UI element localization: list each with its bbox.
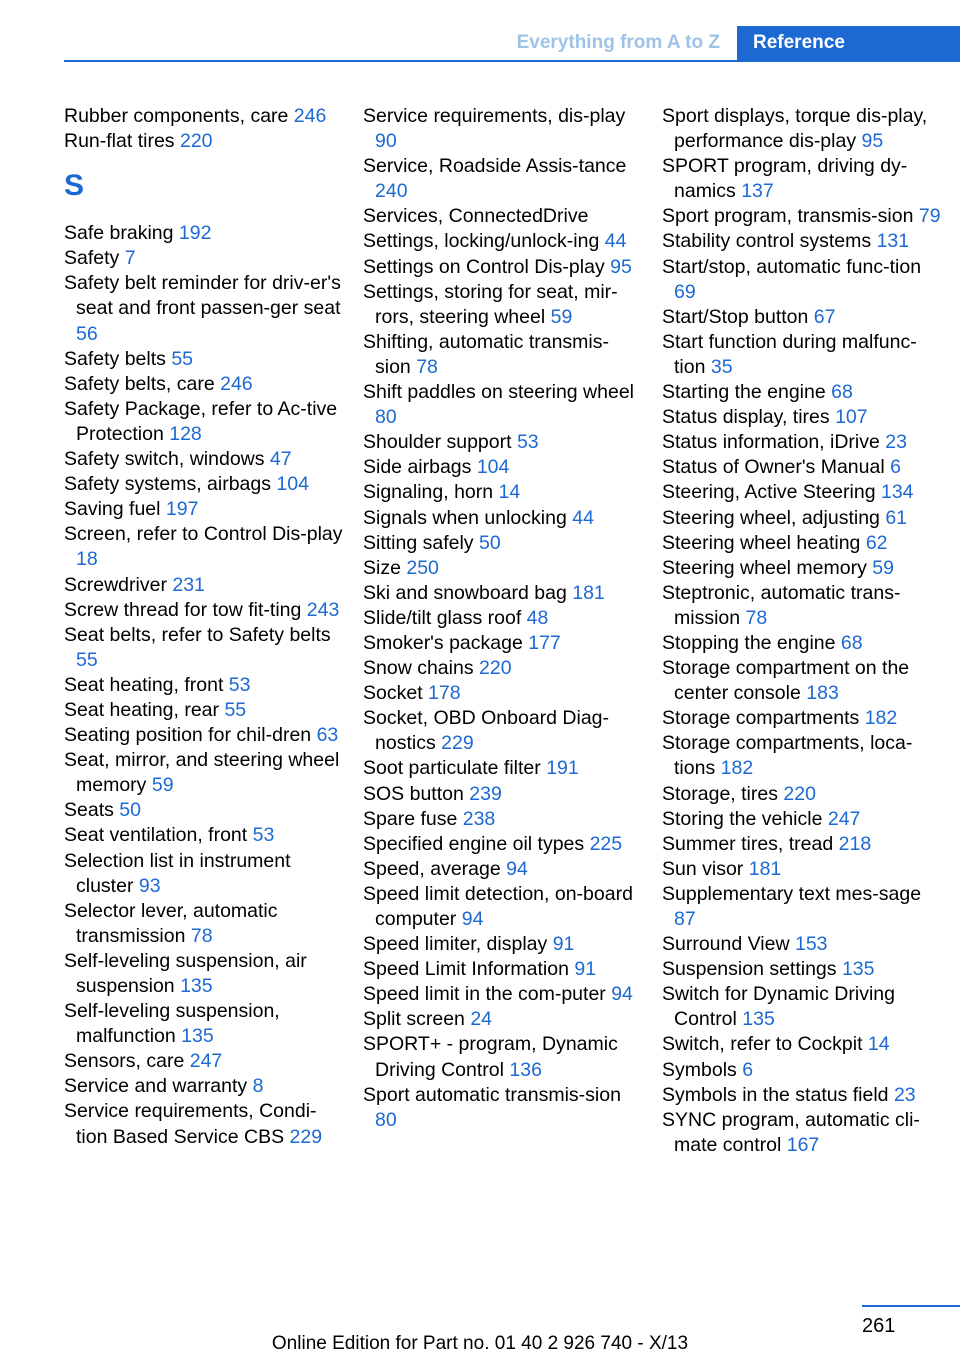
index-entry <box>662 330 942 380</box>
index-entry-term: Spare fuse <box>363 807 458 830</box>
index-entry <box>662 1032 942 1057</box>
index-entry <box>363 380 643 430</box>
index-entry <box>64 823 344 848</box>
index-page-link[interactable]: 80 <box>375 406 397 429</box>
index-entry <box>64 129 344 154</box>
index-entry <box>363 882 643 932</box>
index-entry <box>662 1083 942 1108</box>
index-entry-term: Socket <box>363 682 423 705</box>
index-page-link[interactable]: 91 <box>574 958 597 981</box>
index-column-1 <box>64 104 344 1150</box>
index-entry-term: Seats <box>64 799 114 822</box>
index-entry-term: Signaling, horn <box>363 481 494 504</box>
index-page-link[interactable]: 220 <box>179 130 213 153</box>
index-entry <box>363 706 643 756</box>
index-entry-term: Safe braking <box>64 222 174 245</box>
index-entry-term: Sitting safely <box>363 531 474 554</box>
index-entry <box>363 982 643 1007</box>
index-entry-term: Soot particulate filter <box>363 757 541 780</box>
index-entry <box>64 849 344 899</box>
index-page-link[interactable]: 192 <box>178 222 212 245</box>
index-page-link[interactable]: 225 <box>589 832 623 855</box>
index-page-link[interactable]: 246 <box>293 105 327 127</box>
index-entry <box>64 798 344 823</box>
index-entry-term: SOS button <box>363 782 464 805</box>
index-entry-term: Safety belt reminder for driv‐er's seat and front passen‐ger seat <box>64 272 341 320</box>
index-entry <box>64 623 344 673</box>
index-entry-term: Settings, locking/unlock‐ing <box>363 230 600 253</box>
index-page-link[interactable]: 178 <box>428 682 461 705</box>
index-entry <box>64 497 344 522</box>
index-entry-term: Snow chains <box>363 657 474 680</box>
index-entry-term: Screw thread for tow fit‐ting <box>64 598 302 621</box>
index-entry-term: SPORT program, driving dy‐namics <box>662 155 908 203</box>
index-page-link[interactable]: 246 <box>220 372 253 395</box>
index-entry <box>363 832 643 857</box>
index-entry <box>64 999 344 1049</box>
index-entry-term: Safety belts <box>64 347 166 370</box>
index-page-link[interactable]: 182 <box>720 757 754 780</box>
index-entry <box>64 447 344 472</box>
index-entry-term: Steering wheel memory <box>662 556 867 579</box>
index-entry-term: Specified engine oil types <box>363 832 585 855</box>
index-page-link[interactable]: 247 <box>827 807 861 830</box>
index-page-link[interactable]: 53 <box>516 431 539 454</box>
index-entry-term: Sport displays, torque dis‐play, performance dis‐play <box>662 105 928 153</box>
index-page-link[interactable]: 90 <box>375 130 397 153</box>
index-entry-term: Selector lever, automatic transmission <box>64 899 278 947</box>
index-entry <box>64 347 344 372</box>
chapter-tab: Reference <box>737 26 960 60</box>
index-page-link[interactable]: 131 <box>876 230 910 253</box>
index-entry-term: Status information, iDrive <box>662 431 880 454</box>
index-entry <box>662 506 942 531</box>
index-page-link[interactable]: 63 <box>316 724 339 747</box>
index-entry-term: Steering, Active Steering <box>662 481 876 504</box>
index-page-link[interactable]: 23 <box>885 431 907 454</box>
index-entry <box>64 899 344 949</box>
index-entry <box>363 204 643 229</box>
index-entry-term: Speed limit in the com‐puter <box>363 983 606 1006</box>
index-entry <box>662 556 942 581</box>
index-entry-term: Stability control systems <box>662 230 872 253</box>
index-letter-heading: S <box>64 169 85 203</box>
index-entry <box>64 372 344 397</box>
index-entry <box>64 598 344 623</box>
index-entry-term: Screwdriver <box>64 573 167 596</box>
index-entry <box>363 756 643 781</box>
index-entry <box>662 982 942 1032</box>
index-page-link[interactable]: 91 <box>552 933 575 956</box>
index-page-link[interactable]: 78 <box>416 355 438 378</box>
index-page-link[interactable]: 95 <box>610 255 632 278</box>
index-page-link[interactable]: 94 <box>506 857 528 880</box>
index-entry <box>662 857 942 882</box>
index-entry-term: Starting the engine <box>662 381 826 404</box>
index-page-link[interactable]: 59 <box>151 774 174 797</box>
index-column-3 <box>662 104 942 1158</box>
index-page-link[interactable]: 247 <box>189 1050 223 1073</box>
index-entry-term: Summer tires, tread <box>662 832 834 855</box>
index-entry <box>363 681 643 706</box>
index-entry-term: Status of Owner's Manual <box>662 456 885 479</box>
index-page-link[interactable]: 136 <box>509 1058 542 1081</box>
header-rule <box>64 60 960 62</box>
index-entry-term: Split screen <box>363 1008 465 1031</box>
index-page-link[interactable]: 128 <box>169 422 202 445</box>
index-entry <box>662 882 942 932</box>
index-entry-term: Shift paddles on steering wheel <box>363 381 635 404</box>
index-page-link[interactable]: 47 <box>269 448 292 471</box>
index-entry-term: Storage compartments <box>662 707 860 730</box>
index-page-link[interactable]: 94 <box>611 983 633 1006</box>
index-entry-term: Service and warranty <box>64 1075 248 1098</box>
index-page-link[interactable]: 8 <box>252 1075 264 1098</box>
index-entry-term: SPORT+ - program, Dynamic Driving Control <box>363 1033 618 1081</box>
index-entry <box>363 430 643 455</box>
index-entry <box>662 305 942 330</box>
index-entry <box>662 581 942 631</box>
index-entry-term: Services, ConnectedDrive <box>363 205 589 228</box>
index-column-2 <box>363 104 643 1133</box>
index-entry <box>64 698 344 723</box>
index-entry-term: Speed Limit Information <box>363 958 569 981</box>
index-entry <box>64 573 344 598</box>
index-entry-term: Start function during malfunc‐tion <box>662 330 917 378</box>
index-entry-term: Seating position for chil‐dren <box>64 724 312 747</box>
index-entry-term: Status display, tires <box>662 406 830 429</box>
index-entry <box>662 405 942 430</box>
index-entry-term: Side airbags <box>363 456 472 479</box>
index-entry <box>662 706 942 731</box>
index-entry <box>662 1058 942 1083</box>
index-page-link[interactable]: 79 <box>918 205 941 228</box>
index-page-link[interactable]: 44 <box>604 230 627 253</box>
index-entry <box>363 506 643 531</box>
index-entry-term: Run-flat tires <box>64 130 175 153</box>
index-entry-term: Sensors, care <box>64 1050 185 1073</box>
index-entry-term: Ski and snowboard bag <box>363 581 567 604</box>
index-page-link[interactable]: 53 <box>252 824 275 847</box>
index-entry-term: Sport program, transmis‐sion <box>662 205 914 228</box>
index-entry-term: Seat heating, rear <box>64 698 220 721</box>
index-page-link[interactable]: 177 <box>528 631 561 654</box>
index-entry <box>64 221 344 246</box>
index-page-link[interactable]: 134 <box>880 481 914 504</box>
index-entry <box>662 932 942 957</box>
index-page-link[interactable]: 78 <box>745 606 768 629</box>
index-entry <box>363 480 643 505</box>
index-entry-term: Seat ventilation, front <box>64 824 248 847</box>
index-entry <box>662 430 942 455</box>
index-entry <box>64 397 344 447</box>
index-entry <box>662 957 942 982</box>
index-page-link[interactable]: 137 <box>741 180 774 203</box>
index-entry-term: Self-leveling suspension, air suspension <box>64 949 307 997</box>
index-entry <box>363 1007 643 1032</box>
index-page-link[interactable]: 181 <box>748 857 782 880</box>
index-page-link[interactable]: 191 <box>546 757 579 780</box>
index-page-link[interactable]: 67 <box>813 305 836 328</box>
index-entry-term: Surround View <box>662 933 790 956</box>
index-entry-term: Safety switch, windows <box>64 448 265 471</box>
index-entry-term: Saving fuel <box>64 498 161 521</box>
index-page-link[interactable]: 61 <box>885 506 908 529</box>
index-entry-term: Service requirements, Condi‐tion Based Service CBS <box>64 1100 317 1148</box>
footer-rule <box>862 1305 960 1307</box>
index-entry-term: Rubber components, care <box>64 105 289 127</box>
index-page-link[interactable]: 153 <box>794 933 828 956</box>
index-entry-term: Selection list in instrument cluster <box>64 849 291 897</box>
index-entry-term: Speed, average <box>363 857 501 880</box>
index-entry <box>662 807 942 832</box>
index-entry <box>64 673 344 698</box>
index-entry <box>363 330 643 380</box>
index-entry-term: Speed limit detection, on‐board computer <box>363 882 633 930</box>
index-entry-term: Steering wheel heating <box>662 531 861 554</box>
index-page-link[interactable]: 182 <box>864 707 898 730</box>
index-page-link[interactable]: 80 <box>375 1108 397 1131</box>
index-page-link[interactable]: 48 <box>526 606 549 629</box>
index-page-link[interactable]: 250 <box>406 556 439 579</box>
index-entry <box>662 154 942 204</box>
index-entry <box>363 255 643 280</box>
index-entry-term: Seat heating, front <box>64 673 224 696</box>
index-page-link[interactable]: 243 <box>306 598 340 621</box>
index-entry-term: Start/stop, automatic func‐tion <box>662 255 922 278</box>
index-page-link[interactable]: 135 <box>841 958 875 981</box>
index-entry-term: Symbols in the status field <box>662 1083 889 1106</box>
index-entry-term: Seat belts, refer to Safety belts <box>64 623 331 646</box>
index-entry <box>363 229 643 254</box>
index-entry <box>662 631 942 656</box>
index-entry <box>662 255 942 305</box>
index-page-link[interactable]: 55 <box>171 347 194 370</box>
index-entry <box>662 731 942 781</box>
index-page-link[interactable]: 35 <box>710 355 733 378</box>
index-page-link[interactable]: 197 <box>165 498 199 521</box>
index-entry <box>363 455 643 480</box>
index-entry-term: Stopping the engine <box>662 631 836 654</box>
index-entry-term: Slide/tilt glass roof <box>363 606 522 629</box>
index-page-link[interactable]: 18 <box>76 548 98 571</box>
index-entry-term: Screen, refer to Control Dis‐play <box>64 523 343 546</box>
index-page-link[interactable]: 229 <box>289 1125 323 1148</box>
index-page-link[interactable]: 6 <box>890 456 901 479</box>
index-page-link[interactable]: 218 <box>838 832 872 855</box>
index-entry <box>363 857 643 882</box>
index-entry-term: Suspension settings <box>662 958 837 981</box>
index-page-link[interactable]: 68 <box>840 631 863 654</box>
index-page-link[interactable]: 220 <box>783 782 816 805</box>
index-entry-term: Storage compartments, loca‐tions <box>662 732 913 780</box>
index-entry <box>64 949 344 999</box>
index-page-link[interactable]: 95 <box>861 130 884 153</box>
index-page-link[interactable]: 55 <box>76 648 98 671</box>
index-entry <box>662 832 942 857</box>
index-page-link[interactable]: 239 <box>469 782 502 805</box>
index-entry <box>64 104 344 129</box>
index-entry <box>662 782 942 807</box>
index-entry-term: Storage, tires <box>662 782 778 805</box>
index-entry <box>662 1108 942 1158</box>
index-page-link[interactable]: 78 <box>190 924 213 947</box>
index-entry <box>64 271 344 346</box>
index-page-link[interactable]: 6 <box>742 1058 754 1081</box>
index-entry-term: Supplementary text mes‐sage <box>662 882 922 905</box>
index-page-link[interactable]: 220 <box>479 657 512 680</box>
index-page-link[interactable]: 231 <box>172 573 205 596</box>
index-entry-term: Steptronic, automatic trans‐mission <box>662 581 901 629</box>
index-page-link[interactable]: 104 <box>476 456 510 479</box>
page-header <box>0 0 960 62</box>
index-entry-term: Shifting, automatic transmis‐sion <box>363 330 610 378</box>
index-page-link[interactable]: 87 <box>674 908 696 930</box>
index-page-link[interactable]: 44 <box>572 506 594 529</box>
index-entry-term: Sun visor <box>662 857 744 880</box>
index-page-link[interactable]: 68 <box>831 381 853 404</box>
index-entry <box>363 104 643 154</box>
index-entry <box>662 480 942 505</box>
index-page-link[interactable]: 135 <box>742 1008 775 1031</box>
index-page-link[interactable]: 7 <box>124 247 136 270</box>
index-entry-term: Safety systems, airbags <box>64 473 271 496</box>
index-page-link[interactable]: 104 <box>276 473 309 496</box>
index-entry-term: Signals when unlocking <box>363 506 567 529</box>
index-entry-term: SYNC program, automatic cli‐mate control <box>662 1108 920 1156</box>
index-entry <box>363 807 643 832</box>
index-entry-term: Switch for Dynamic Driving Control <box>662 983 895 1031</box>
section-title: Everything from A to Z <box>516 32 720 53</box>
index-page-link[interactable]: 50 <box>478 531 501 554</box>
index-page-link[interactable]: 50 <box>119 799 141 822</box>
index-entry-term: Smoker's package <box>363 631 523 654</box>
index-entry-term: Symbols <box>662 1058 737 1081</box>
index-entry <box>662 380 942 405</box>
index-page-link[interactable]: 135 <box>180 975 213 997</box>
index-entry <box>662 104 942 154</box>
index-entry <box>64 522 344 572</box>
index-entry-term: Shoulder support <box>363 431 512 454</box>
index-entry-term: Service, Roadside Assis‐tance <box>363 155 627 178</box>
index-page-link[interactable]: 59 <box>872 556 894 579</box>
index-entry-term: Safety belts, care <box>64 372 215 395</box>
index-entry-term: Switch, refer to Cockpit <box>662 1033 863 1056</box>
index-page-link[interactable]: 183 <box>806 682 839 705</box>
index-page-link[interactable]: 62 <box>865 531 888 554</box>
index-entry-term: Start/Stop button <box>662 305 809 328</box>
index-page-link[interactable]: 14 <box>498 481 521 504</box>
index-entry-term: Storage compartment on the center console <box>662 657 910 705</box>
index-page-link[interactable]: 23 <box>893 1083 916 1106</box>
index-entry-term: Sport automatic transmis‐sion <box>363 1083 621 1106</box>
index-entry <box>363 631 643 656</box>
index-page-link[interactable]: 53 <box>228 673 251 696</box>
index-entry-term: Speed limiter, display <box>363 933 548 956</box>
index-page-link[interactable]: 94 <box>461 908 484 930</box>
index-entry <box>363 957 643 982</box>
index-entry <box>363 606 643 631</box>
index-page-link[interactable]: 135 <box>181 1025 214 1048</box>
index-entry-term: Storing the vehicle <box>662 807 823 830</box>
index-entry <box>662 204 942 229</box>
index-entry-term: Safety Package, refer to Ac‐tive Protection <box>64 397 338 445</box>
index-entry <box>363 1032 643 1082</box>
index-entry <box>64 748 344 798</box>
index-page-link[interactable]: 238 <box>462 807 496 830</box>
index-page-link[interactable]: 93 <box>138 874 161 897</box>
index-entry-term: Settings on Control Dis‐play <box>363 255 605 278</box>
index-entry <box>662 455 942 480</box>
index-entry-term: Size <box>363 556 401 579</box>
index-entry <box>662 531 942 556</box>
edition-note: Online Edition for Part no. 01 40 2 926 740 - X/13 <box>271 1333 689 1354</box>
index-page-link[interactable]: 229 <box>441 732 474 755</box>
index-page-link[interactable]: 55 <box>224 698 247 721</box>
index-page-link[interactable]: 167 <box>786 1133 820 1156</box>
index-entry <box>363 280 643 330</box>
page-number: 261 <box>862 1315 896 1337</box>
index-entry <box>363 656 643 681</box>
index-page-link[interactable]: 56 <box>76 322 98 345</box>
index-entry <box>64 1074 344 1099</box>
index-entry <box>64 1099 344 1149</box>
index-entry-term: Safety <box>64 247 120 270</box>
index-entry-term: Service requirements, dis‐play <box>363 105 626 127</box>
index-entry-term: Settings, storing for seat, mir‐rors, steering wheel <box>363 280 618 328</box>
index-entry <box>363 1083 643 1133</box>
index-entry-term: Seat, mirror, and steering wheel memory <box>64 749 340 797</box>
index-entry-term: Self-leveling suspension, malfunction <box>64 1000 280 1048</box>
index-entry <box>64 1049 344 1074</box>
index-entry <box>363 556 643 581</box>
index-entry <box>64 723 344 748</box>
index-entry-term: Steering wheel, adjusting <box>662 506 880 529</box>
index-entry <box>363 782 643 807</box>
index-entry <box>662 656 942 706</box>
index-page-link[interactable]: 24 <box>470 1008 493 1031</box>
index-page-link[interactable]: 69 <box>674 280 696 303</box>
index-entry <box>363 154 643 204</box>
index-entry-term: Socket, OBD Onboard Diag‐nostics <box>363 707 610 755</box>
index-page-link[interactable]: 181 <box>572 581 605 604</box>
index-entry <box>363 932 643 957</box>
index-entry <box>363 531 643 556</box>
index-page-link[interactable]: 107 <box>835 406 868 429</box>
index-entry <box>64 246 344 271</box>
index-page-link[interactable]: 14 <box>867 1033 890 1056</box>
index-page-link[interactable]: 59 <box>550 305 573 328</box>
index-entry <box>64 472 344 497</box>
index-page-link[interactable]: 240 <box>375 180 408 203</box>
index-entry <box>662 229 942 254</box>
index-entry <box>363 581 643 606</box>
